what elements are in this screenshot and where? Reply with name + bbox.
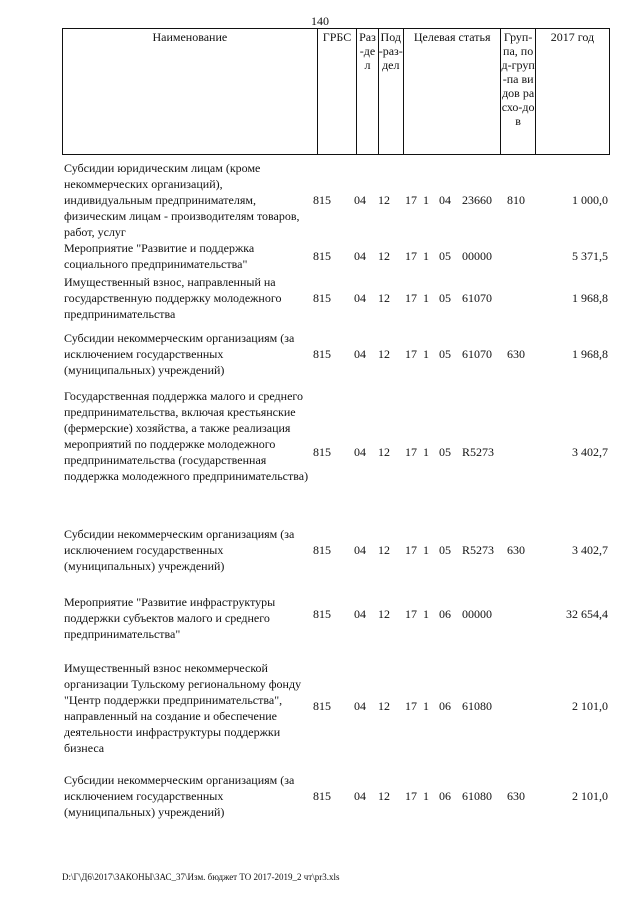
row-sum: 32 654,4 <box>566 607 608 621</box>
row-target-program: 17 <box>405 347 417 361</box>
row-name: Государственная поддержка малого и среднего предпринимательства, включая крестьянские (фермерские) хозяйства, а также реализация мероприятий по поддержке молодежного предпринимательства (государственная поддержка молодежного предпринимательства) <box>64 389 309 483</box>
row-podrazdel: 12 <box>378 607 390 621</box>
row-target-subprogram: 1 <box>423 249 429 263</box>
row-podrazdel: 12 <box>378 543 390 557</box>
row-target-direction: R5273 <box>462 543 495 557</box>
row-target-event: 05 <box>439 543 451 557</box>
row-grbs: 815 <box>313 543 331 557</box>
row-sum: 2 101,0 <box>572 789 608 803</box>
row-razdel: 04 <box>354 347 366 361</box>
footer-file-path: D:\Г\Д6\2017\ЗАКОНЫ\ЗАС_37\Изм. бюджет ТО 2017-2019_2 чт\pr3.xls <box>62 872 340 882</box>
row-sum: 1 968,8 <box>572 291 608 305</box>
row-expense-group: 630 <box>507 543 525 557</box>
row-podrazdel: 12 <box>378 193 390 207</box>
row-target-subprogram: 1 <box>423 445 429 459</box>
row-target-program: 17 <box>405 291 417 305</box>
row-razdel: 04 <box>354 607 366 621</box>
row-razdel: 04 <box>354 445 366 459</box>
row-grbs: 815 <box>313 291 331 305</box>
row-sum: 1 968,8 <box>572 347 608 361</box>
row-target-program: 17 <box>405 249 417 263</box>
row-target-event: 04 <box>439 193 451 207</box>
row-razdel: 04 <box>354 249 366 263</box>
row-target-direction: 00000 <box>462 607 492 621</box>
row-sum: 3 402,7 <box>572 543 608 557</box>
row-podrazdel: 12 <box>378 445 390 459</box>
row-name: Субсидии юридическим лицам (кроме некоммерческих организаций), индивидуальным предпринимателям, физическим лицам - производителям товаров, работ, услуг <box>64 161 300 239</box>
row-expense-group: 630 <box>507 789 525 803</box>
row-sum: 3 402,7 <box>572 445 608 459</box>
row-grbs: 815 <box>313 607 331 621</box>
row-target-direction: 23660 <box>462 193 492 207</box>
header-podrazdel: Под-раз-дел <box>378 29 403 155</box>
row-target-event: 05 <box>439 347 451 361</box>
row-name: Имущественный взнос некоммерческой организации Тульскому региональному фонду "Центр поддержки предпринимательства", направленный на создание и обеспечение деятельности инфраструктуры поддержки бизнеса <box>64 661 302 755</box>
row-target-subprogram: 1 <box>423 543 429 557</box>
row-grbs: 815 <box>313 789 331 803</box>
row-name: Субсидии некоммерческим организациям (за исключением государственных (муниципальных) учреждений) <box>64 527 295 573</box>
row-target-subprogram: 1 <box>423 607 429 621</box>
row-target-subprogram: 1 <box>423 789 429 803</box>
row-target-direction: 61080 <box>462 699 492 713</box>
row-razdel: 04 <box>354 789 366 803</box>
row-target-event: 06 <box>439 699 451 713</box>
row-name: Имущественный взнос, направленный на государственную поддержку молодежного предпринимательства <box>64 275 282 321</box>
row-podrazdel: 12 <box>378 249 390 263</box>
row-target-program: 17 <box>405 445 417 459</box>
row-target-direction: 61080 <box>462 789 492 803</box>
row-expense-group: 630 <box>507 347 525 361</box>
header-name: Наименование <box>63 29 318 155</box>
row-name: Мероприятие "Развитие инфраструктуры поддержки субъектов малого и среднего предпринимательства" <box>64 595 276 641</box>
row-target-program: 17 <box>405 699 417 713</box>
row-podrazdel: 12 <box>378 347 390 361</box>
row-grbs: 815 <box>313 193 331 207</box>
row-target-event: 05 <box>439 291 451 305</box>
header-year: 2017 год <box>535 29 609 155</box>
row-target-event: 06 <box>439 607 451 621</box>
table-header <box>62 28 610 155</box>
row-podrazdel: 12 <box>378 789 390 803</box>
row-name: Мероприятие "Развитие и поддержка социального предпринимательства" <box>64 241 255 271</box>
row-podrazdel: 12 <box>378 291 390 305</box>
row-target-event: 05 <box>439 445 451 459</box>
row-podrazdel: 12 <box>378 699 390 713</box>
row-target-direction: 61070 <box>462 347 492 361</box>
row-target-subprogram: 1 <box>423 347 429 361</box>
row-name: Субсидии некоммерческим организациям (за исключением государственных (муниципальных) учреждений) <box>64 331 295 377</box>
header-expense-group: Груп-па, под-груп-па видов расхо-дов <box>501 29 536 155</box>
row-target-direction: 00000 <box>462 249 492 263</box>
row-razdel: 04 <box>354 193 366 207</box>
header-target-article: Целевая статья <box>403 29 500 155</box>
row-name: Субсидии некоммерческим организациям (за исключением государственных (муниципальных) учреждений) <box>64 773 295 819</box>
row-target-subprogram: 1 <box>423 699 429 713</box>
row-grbs: 815 <box>313 699 331 713</box>
row-razdel: 04 <box>354 699 366 713</box>
row-target-program: 17 <box>405 607 417 621</box>
header-razdel: Раз-дел <box>357 29 378 155</box>
row-target-direction: 61070 <box>462 291 492 305</box>
row-razdel: 04 <box>354 291 366 305</box>
row-sum: 1 000,0 <box>572 193 608 207</box>
row-sum: 5 371,5 <box>572 249 608 263</box>
row-target-event: 05 <box>439 249 451 263</box>
row-grbs: 815 <box>313 445 331 459</box>
header-grbs: ГРБС <box>317 29 357 155</box>
row-target-subprogram: 1 <box>423 291 429 305</box>
page-number: 140 <box>311 14 329 28</box>
row-target-program: 17 <box>405 789 417 803</box>
row-sum: 2 101,0 <box>572 699 608 713</box>
row-grbs: 815 <box>313 347 331 361</box>
row-target-program: 17 <box>405 543 417 557</box>
row-target-event: 06 <box>439 789 451 803</box>
row-target-subprogram: 1 <box>423 193 429 207</box>
row-razdel: 04 <box>354 543 366 557</box>
row-target-direction: R5273 <box>462 445 495 459</box>
row-target-program: 17 <box>405 193 417 207</box>
row-expense-group: 810 <box>507 193 525 207</box>
row-grbs: 815 <box>313 249 331 263</box>
